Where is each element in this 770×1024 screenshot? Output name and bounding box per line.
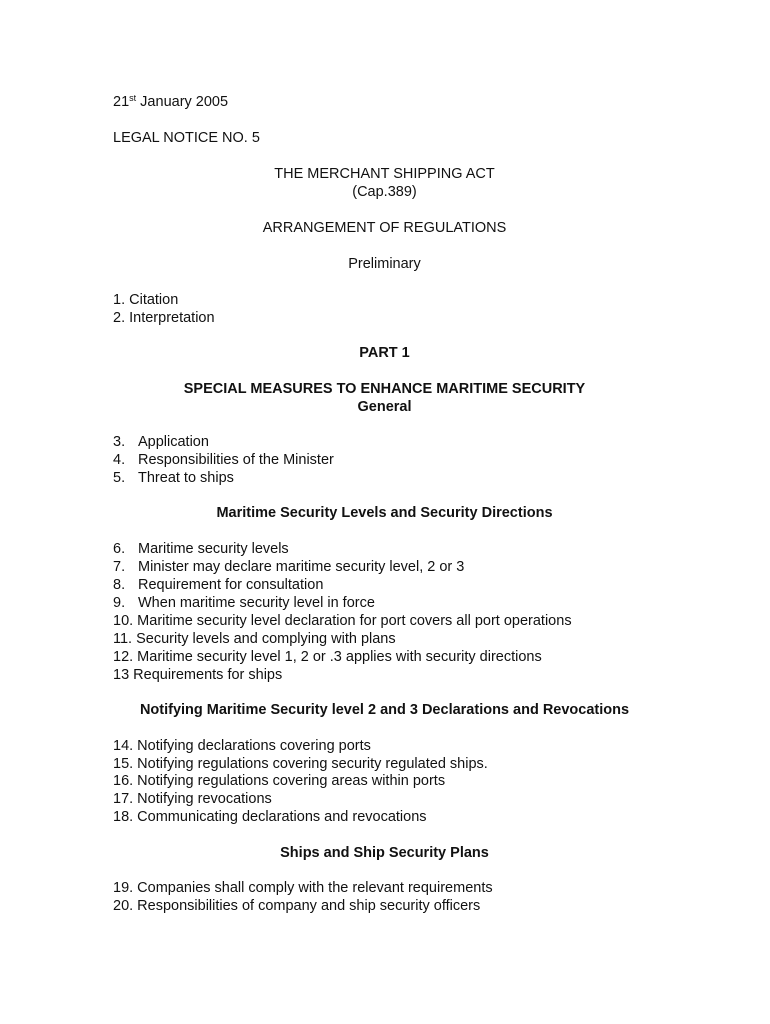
list-item: [113, 594, 375, 612]
list-item: 17. Notifying revocations: [113, 791, 272, 807]
notice-date: [113, 93, 228, 111]
item-number: 8.: [113, 577, 126, 593]
list-item: 2. Interpretation: [113, 310, 215, 326]
general-heading: General: [357, 399, 412, 415]
item-number: 4.: [113, 452, 126, 468]
list-item: 12. Maritime security level 1, 2 or .3 applies with security directions: [113, 649, 542, 665]
item-text: Threat to ships: [138, 470, 234, 486]
item-number: 9.: [113, 595, 126, 611]
item-number: 7.: [113, 559, 126, 575]
list-item: [113, 469, 234, 487]
item-number: 3.: [113, 434, 126, 450]
list-item: 19. Companies shall comply with the relevant requirements: [113, 880, 493, 896]
list-item: 16. Notifying regulations covering areas within ports: [113, 773, 446, 789]
list-item: 10. Maritime security level declaration for port covers all port operations: [113, 613, 572, 629]
list-item: 13 Requirements for ships: [113, 667, 283, 683]
item-text: Application: [138, 434, 209, 450]
list-item: 18. Communicating declarations and revocations: [113, 809, 427, 825]
date-suffix: st: [129, 93, 137, 103]
item-text: When maritime security level in force: [138, 595, 375, 611]
arrangement-heading: ARRANGEMENT OF REGULATIONS: [262, 220, 507, 236]
date-day: 21: [113, 94, 130, 110]
item-text: Responsibilities of the Minister: [138, 452, 334, 468]
list-item: 11. Security levels and complying with plans: [113, 631, 396, 647]
part-subtitle: SPECIAL MEASURES TO ENHANCE MARITIME SECURITY: [183, 381, 586, 397]
list-item: 20. Responsibilities of company and ship security officers: [113, 898, 481, 914]
list-item: 14. Notifying declarations covering ports: [113, 738, 371, 754]
item-text: Maritime security levels: [138, 541, 289, 557]
preliminary-heading: Preliminary: [348, 256, 421, 272]
item-text: Requirement for consultation: [138, 577, 324, 593]
part-title: PART 1: [359, 345, 410, 361]
legal-notice-number: LEGAL NOTICE NO. 5: [113, 130, 260, 146]
list-item: [113, 540, 289, 558]
item-text: Minister may declare maritime security level, 2 or 3: [138, 559, 465, 575]
list-item: [113, 451, 334, 469]
section-heading: Maritime Security Levels and Security Directions: [216, 505, 553, 521]
list-item: [113, 433, 209, 451]
act-title: THE MERCHANT SHIPPING ACT: [274, 166, 495, 182]
item-number: 6.: [113, 541, 126, 557]
list-item: 15. Notifying regulations covering security regulated ships.: [113, 756, 488, 772]
date-rest: January 2005: [136, 94, 229, 110]
section-heading: Ships and Ship Security Plans: [280, 845, 489, 861]
act-cap: (Cap.389): [352, 184, 417, 200]
list-item: [113, 558, 464, 576]
section-heading: Notifying Maritime Security level 2 and 3 Declarations and Revocations: [139, 702, 630, 718]
list-item: [113, 576, 323, 594]
item-number: 5.: [113, 470, 126, 486]
list-item: 1. Citation: [113, 292, 179, 308]
